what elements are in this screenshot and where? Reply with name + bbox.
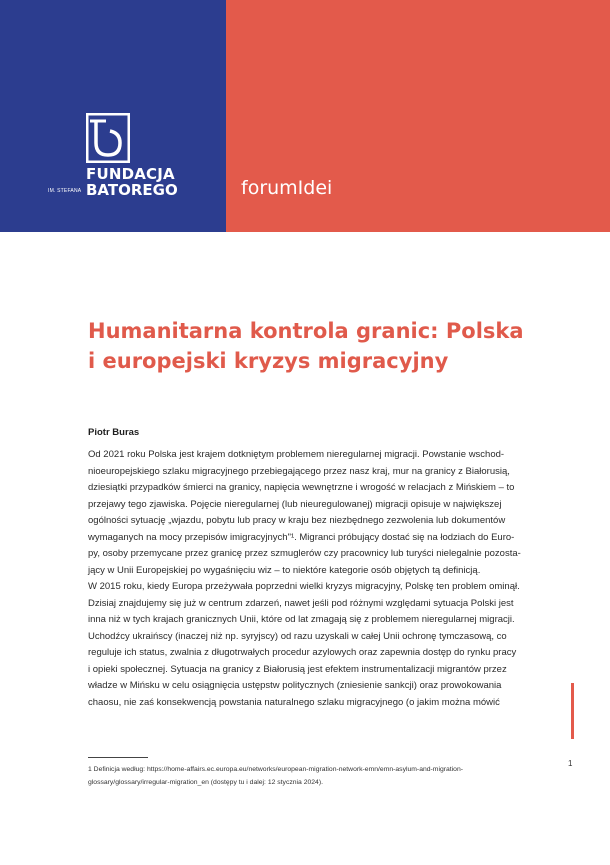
text-line: władze w Mińsku w celu osiągnięcia ustępstw politycznych (zniesienie sankcji) oraz prowokowania — [88, 680, 502, 691]
author-name: Piotr Buras — [88, 427, 140, 438]
page-header — [0, 0, 610, 232]
paragraph-1 — [88, 447, 530, 579]
page-number: 1 — [568, 759, 573, 768]
logo-small-caption: IM. STEFANA — [48, 188, 82, 194]
footnote-line: glossary/glossary/irregular-migration_en (dostępy tu i dalej: 12 stycznia 2024). — [88, 779, 323, 786]
text-line: i opieki społecznej. Sytuacja na granicy z Białorusią jest efektem instrumentalizacji migrantów przez — [88, 663, 507, 675]
footnote-divider — [88, 757, 148, 758]
document-title — [88, 316, 528, 376]
text-line: jący w Unii Europejskiej po wygaśnięciu wiz – to niektóre kategorie osób objętych tą definicją. — [88, 564, 481, 576]
text-line: przejawy tego zjawiska. Pojęcie nieregularnej (lub nieuregulowanej) migracji opisuje w największej — [88, 498, 502, 510]
text-line: reguluje ich status, zwalnia z długotrwałych procedur azylowych oraz zapewnia dostęp do rynku pracy — [88, 647, 517, 658]
text-line: py, osoby przemycane przez granicę przez szmuglerów czy pracownicy lub turyści nielegalnie pozosta- — [88, 548, 521, 559]
text-line: Dzisiaj znajdujemy się już w centrum zdarzeń, nawet jeśli pod różnymi względami sytuacja Polski jest — [88, 597, 514, 609]
margin-accent-bar — [571, 683, 574, 739]
text-line: nioeuropejskiego szlaku migracyjnego przebiegającego przez nasz kraj, mur na granicy z Białorusią, — [88, 465, 510, 477]
logo-line-1: FUNDACJA — [86, 165, 175, 183]
text-line: inna niż w tych krajach granicznych Unii, które od lat zmagają się z problemem nieregularnej migracji. — [88, 614, 515, 625]
text-line: ogólności sytuację „wjazdu, pobytu lub pracy w kraju bez niezbędnego zezwolenia lub dokumentów — [88, 515, 506, 526]
foundation-logo-mark-icon — [86, 113, 130, 163]
footnote-line: 1 Definicja według: https://home-affairs.ec.europa.eu/networks/european-migration-network-emn/emn-asylum-and-migration- — [88, 766, 464, 773]
text-line: Uchodźcy ukraińscy (inaczej niż np. syryjscy) od razu uzyskali w całej Unii ochronę tymczasową, co — [88, 630, 507, 642]
text-line: chaosu, nie zaś konsekwencją powstania naturalnego szlaku migracyjnego (o jakim można mówić — [88, 696, 500, 708]
text-line: dziesiątki przypadków śmierci na granicy, napięcia wewnętrzne i wrogość w relacjach z Mińskiem – to — [88, 482, 515, 493]
text-line: W 2015 roku, kiedy Europa przeżywała poprzedni wielki kryzys migracyjny, Polskę ten problem ominął. — [88, 581, 520, 592]
header-blue-panel — [0, 0, 226, 232]
text-line: wymaganych na mocy przepisów imigracyjnych"¹. Migranci próbujący dostać się na łodziach do Euro- — [88, 531, 515, 543]
title-line: i europejski kryzys migracyjny — [88, 349, 449, 373]
brand-forumidei: forumIdei — [241, 177, 333, 199]
paragraph-2 — [88, 579, 530, 711]
text-line: Od 2021 roku Polska jest krajem dotkniętym problemem nieregularnej migracji. Powstanie wschod- — [88, 449, 505, 460]
logo-line-2: BATOREGO — [86, 181, 178, 199]
title-line: Humanitarna kontrola granic: Polska — [88, 319, 524, 343]
footnote — [88, 763, 548, 789]
